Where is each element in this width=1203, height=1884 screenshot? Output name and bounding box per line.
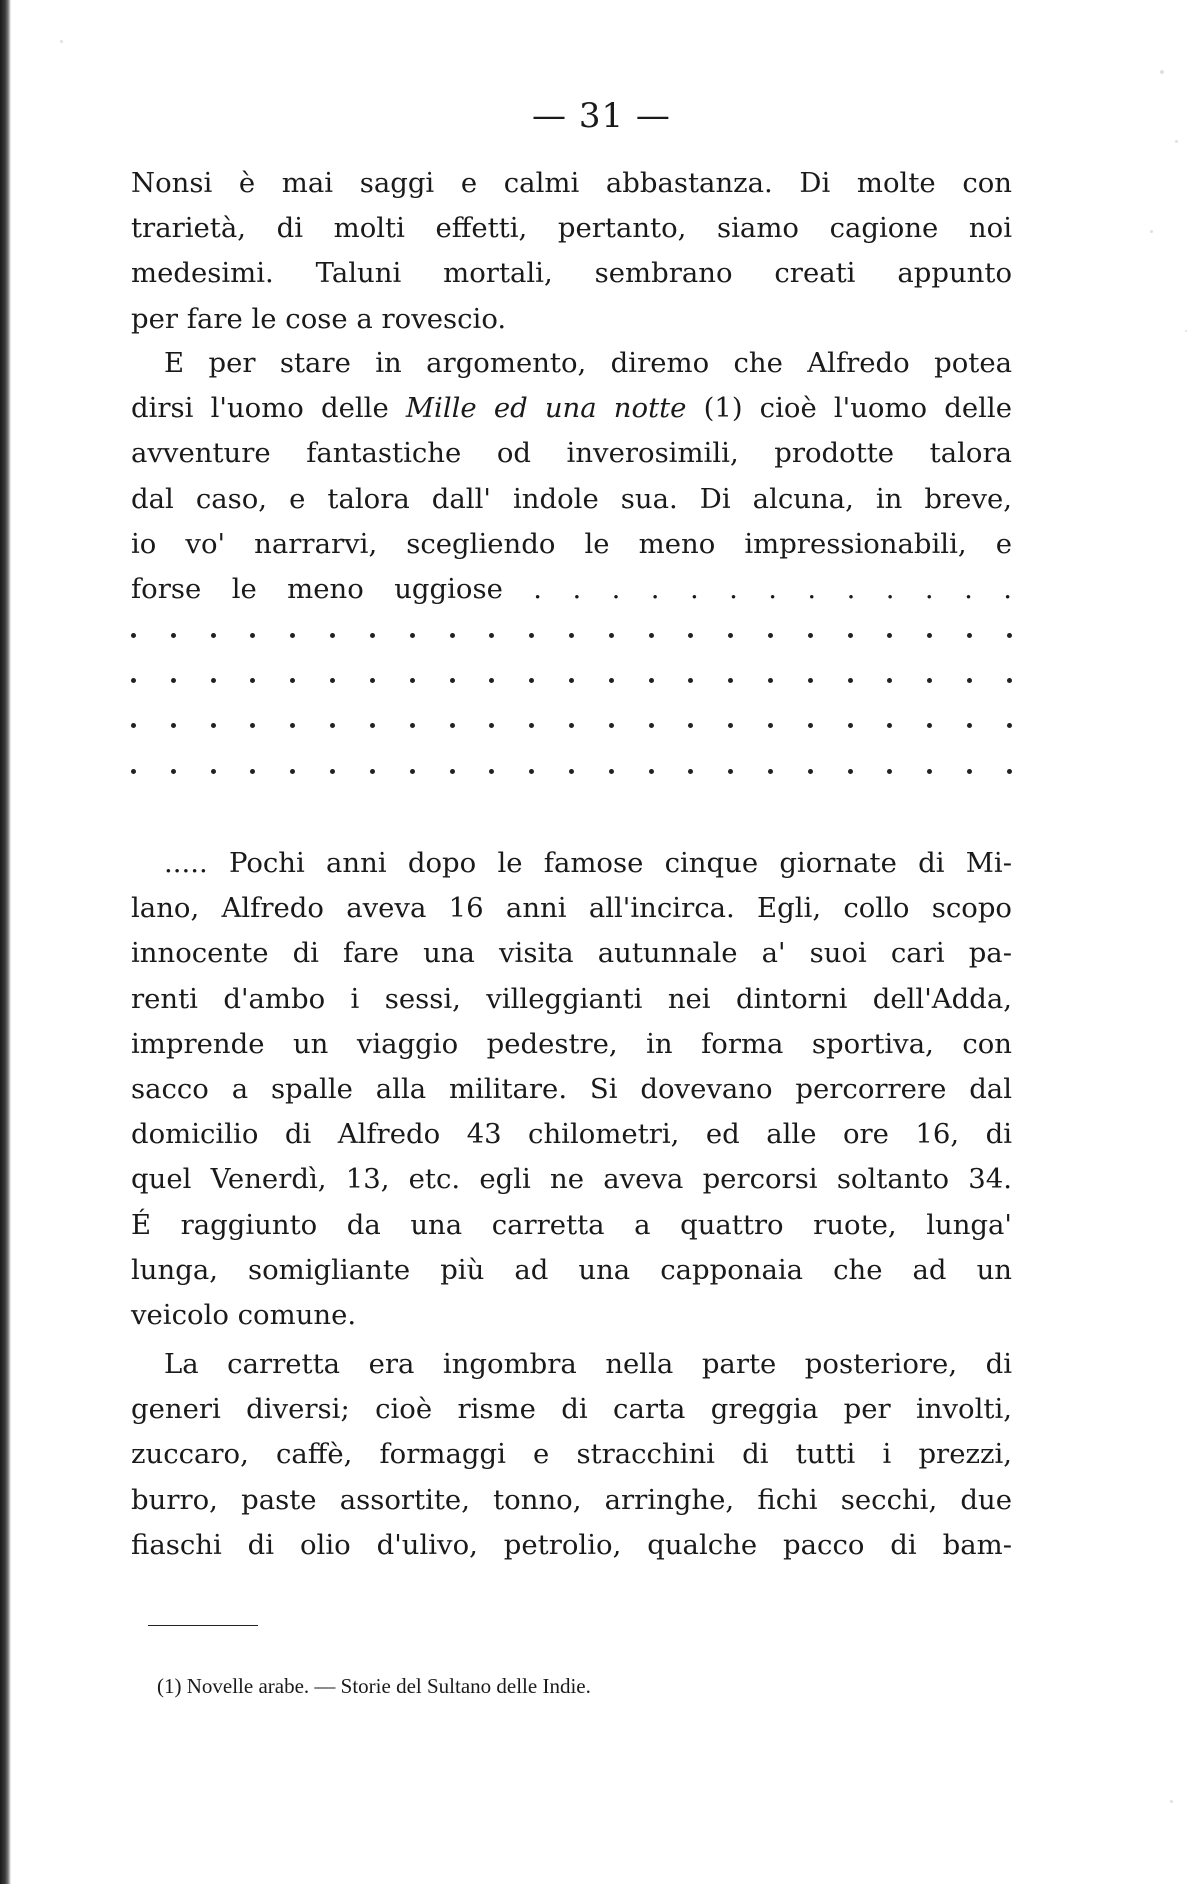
- ellipsis-dot: [967, 633, 972, 638]
- ellipsis-dot: [967, 723, 972, 728]
- ellipsis-dot: [768, 633, 773, 638]
- paragraph-1: [131, 161, 1012, 342]
- scan-speck: [1150, 230, 1153, 233]
- ellipsis-dot: [370, 769, 375, 774]
- ellipsis-dot: [131, 723, 136, 728]
- ellipsis-dot: [569, 769, 574, 774]
- ellipsis-dot: [728, 633, 733, 638]
- ellipsis-dot: [330, 633, 335, 638]
- ellipsis-dot: [848, 769, 853, 774]
- ellipsis-dot: [649, 678, 654, 683]
- ellipsis-dot: [927, 678, 932, 683]
- paragraph-2: [131, 341, 1012, 612]
- ellipsis-dot: [171, 769, 176, 774]
- ellipsis-dot: [887, 678, 892, 683]
- ellipsis-dot: [450, 769, 455, 774]
- text-line: ..... Pochi anni dopo le famose cinque giornate di Mi-: [164, 847, 1012, 879]
- ellipsis-dot: [410, 678, 415, 683]
- text-line: dal caso, e talora dall' indole sua. Di alcuna, in breve,: [131, 482, 1012, 515]
- ellipsis-dot: [887, 769, 892, 774]
- page-binding-edge: [0, 0, 11, 1884]
- text-line: zuccaro, caffè, formaggi e stracchini di tutti i prezzi,: [131, 1438, 1012, 1471]
- footnote-rule: [148, 1625, 258, 1626]
- ellipsis-dot: [529, 769, 534, 774]
- ellipsis-dot: [569, 723, 574, 728]
- ellipsis-dot: [649, 723, 654, 728]
- text-span: dirsi l'uomo delle: [131, 392, 389, 425]
- ellipsis-dot: [290, 769, 295, 774]
- ellipsis-dot: [410, 769, 415, 774]
- ellipsis-dot: [768, 769, 773, 774]
- ellipsis-dot: [211, 723, 216, 728]
- scan-speck: [1170, 1800, 1173, 1803]
- ellipsis-dot: [887, 723, 892, 728]
- ellipsis-dot: [250, 633, 255, 638]
- ellipsis-dot: [290, 633, 295, 638]
- ellipsis-dot: [529, 678, 534, 683]
- ellipsis-dot: [489, 633, 494, 638]
- ellipsis-dot: [529, 633, 534, 638]
- ellipsis-dot: [489, 769, 494, 774]
- ellipsis-dot: [489, 678, 494, 683]
- ellipsis-dot: [450, 678, 455, 683]
- text-line: fiaschi di olio d'ulivo, petrolio, qualche pacco di bam-: [131, 1528, 1012, 1561]
- text-line: E per stare in argomento, diremo che Alfredo potea: [164, 347, 1012, 379]
- ellipsis-dot: [967, 769, 972, 774]
- dots-row: [131, 749, 1012, 794]
- ellipsis-dot: [688, 633, 693, 638]
- ellipsis-dot: [609, 723, 614, 728]
- book-title-italic: Mille ed una notte: [405, 392, 687, 425]
- ellipsis-dot: [688, 769, 693, 774]
- ellipsis-dot: [171, 633, 176, 638]
- ellipsis-dot: [808, 769, 813, 774]
- page-number: — 31 —: [532, 96, 671, 136]
- dots-row: [131, 613, 1012, 658]
- ellipsis-dot: [370, 633, 375, 638]
- scan-speck: [1160, 70, 1164, 74]
- text-line: innocente di fare una visita autunnale a' suoi cari pa-: [131, 937, 1012, 970]
- scan-speck: [1175, 140, 1178, 143]
- text-line: É raggiunto da una carretta a quattro ruote, lunga': [131, 1208, 1012, 1241]
- scan-speck: [1185, 330, 1187, 332]
- ellipsis-dot: [808, 678, 813, 683]
- ellipsis-dot: [290, 678, 295, 683]
- ellipsis-dot: [330, 769, 335, 774]
- ellipsis-dot: [370, 678, 375, 683]
- ellipsis-dot: [211, 633, 216, 638]
- ellipsis-dot: [450, 723, 455, 728]
- ellipsis-dot: [768, 723, 773, 728]
- paragraph-3: [131, 841, 1012, 1338]
- text-line: La carretta era ingombra nella parte posteriore, di: [164, 1348, 1012, 1380]
- dots-row: [131, 703, 1012, 748]
- ellipsis-dot: [649, 633, 654, 638]
- ellipsis-dot: [250, 769, 255, 774]
- ellipsis-dot: [848, 678, 853, 683]
- text-line: forse le meno uggiose . . . . . . . . . . . . .: [131, 572, 1012, 605]
- ellipsis-dot: [450, 633, 455, 638]
- text-line: sacco a spalle alla militare. Si dovevano percorrere dal: [131, 1072, 1012, 1105]
- ellipsis-dot: [768, 678, 773, 683]
- ellipsis-dot: [927, 633, 932, 638]
- ellipsis-dot: [211, 678, 216, 683]
- ellipsis-dot: [848, 633, 853, 638]
- ellipsis-dot: [808, 723, 813, 728]
- text-line: quel Venerdì, 13, etc. egli ne aveva percorsi soltanto 34.: [131, 1163, 1012, 1196]
- text-line: renti d'ambo i sessi, villeggianti nei dintorni dell'Adda,: [131, 982, 1012, 1015]
- ellipsis-dot: [1007, 678, 1012, 683]
- ellipsis-dot: [211, 769, 216, 774]
- text-line: burro, paste assortite, tonno, arringhe, fichi secchi, due: [131, 1483, 1012, 1516]
- text-line: io vo' narrarvi, scegliendo le meno impressionabili, e: [131, 527, 1012, 560]
- text-line: generi diversi; cioè risme di carta greggia per involti,: [131, 1393, 1012, 1426]
- ellipsis-dot: [330, 723, 335, 728]
- ellipsis-dot: [290, 723, 295, 728]
- ellipsis-dot: [370, 723, 375, 728]
- text-line: avventure fantastiche od inverosimili, prodotte talora: [131, 437, 1012, 470]
- ellipsis-dot: [728, 678, 733, 683]
- scan-speck: [60, 40, 63, 43]
- text-line: lunga, somigliante più ad una capponaia che ad un: [131, 1253, 1012, 1286]
- ellipsis-dot: [1007, 723, 1012, 728]
- ellipsis-dot: [131, 678, 136, 683]
- ellipsis-block: [131, 613, 1012, 794]
- ellipsis-dot: [529, 723, 534, 728]
- ellipsis-dot: [569, 678, 574, 683]
- text-line: medesimi. Taluni mortali, sembrano creati appunto: [131, 257, 1012, 290]
- ellipsis-dot: [728, 769, 733, 774]
- ellipsis-dot: [609, 633, 614, 638]
- ellipsis-dot: [808, 633, 813, 638]
- ellipsis-dot: [131, 633, 136, 638]
- ellipsis-dot: [927, 769, 932, 774]
- ellipsis-dot: [1007, 769, 1012, 774]
- ellipsis-dot: [171, 678, 176, 683]
- ellipsis-dot: [688, 723, 693, 728]
- ellipsis-dot: [330, 678, 335, 683]
- text-line: veicolo comune.: [131, 1298, 357, 1331]
- ellipsis-dot: [250, 678, 255, 683]
- text-line: trarietà, di molti effetti, pertanto, siamo cagione noi: [131, 212, 1012, 245]
- ellipsis-dot: [927, 723, 932, 728]
- ellipsis-dot: [967, 678, 972, 683]
- text-line: imprende un viaggio pedestre, in forma sportiva, con: [131, 1027, 1012, 1060]
- ellipsis-dot: [410, 723, 415, 728]
- ellipsis-dot: [489, 723, 494, 728]
- footnote: (1) Novelle arabe. — Storie del Sultano delle Indie.: [157, 1674, 591, 1698]
- paragraph-4: [131, 1342, 1012, 1568]
- text-line: Nonsi è mai saggi e calmi abbastanza. Di molte con: [131, 167, 1012, 199]
- ellipsis-dot: [171, 723, 176, 728]
- text-line: lano, Alfredo aveva 16 anni all'incirca. Egli, collo scopo: [131, 892, 1012, 925]
- ellipsis-dot: [609, 678, 614, 683]
- ellipsis-dot: [688, 678, 693, 683]
- ellipsis-dot: [1007, 633, 1012, 638]
- ellipsis-dot: [848, 723, 853, 728]
- ellipsis-dot: [728, 723, 733, 728]
- ellipsis-dot: [609, 769, 614, 774]
- text-span: (1) cioè l'uomo delle: [703, 392, 1012, 425]
- ellipsis-dot: [649, 769, 654, 774]
- ellipsis-dot: [410, 633, 415, 638]
- text-line: [131, 386, 1012, 431]
- text-line: per fare le cose a rovescio.: [131, 302, 507, 335]
- ellipsis-dot: [131, 769, 136, 774]
- ellipsis-dot: [887, 633, 892, 638]
- dots-row: [131, 658, 1012, 703]
- text-line: domicilio di Alfredo 43 chilometri, ed alle ore 16, di: [131, 1118, 1012, 1151]
- ellipsis-dot: [569, 633, 574, 638]
- ellipsis-dot: [250, 723, 255, 728]
